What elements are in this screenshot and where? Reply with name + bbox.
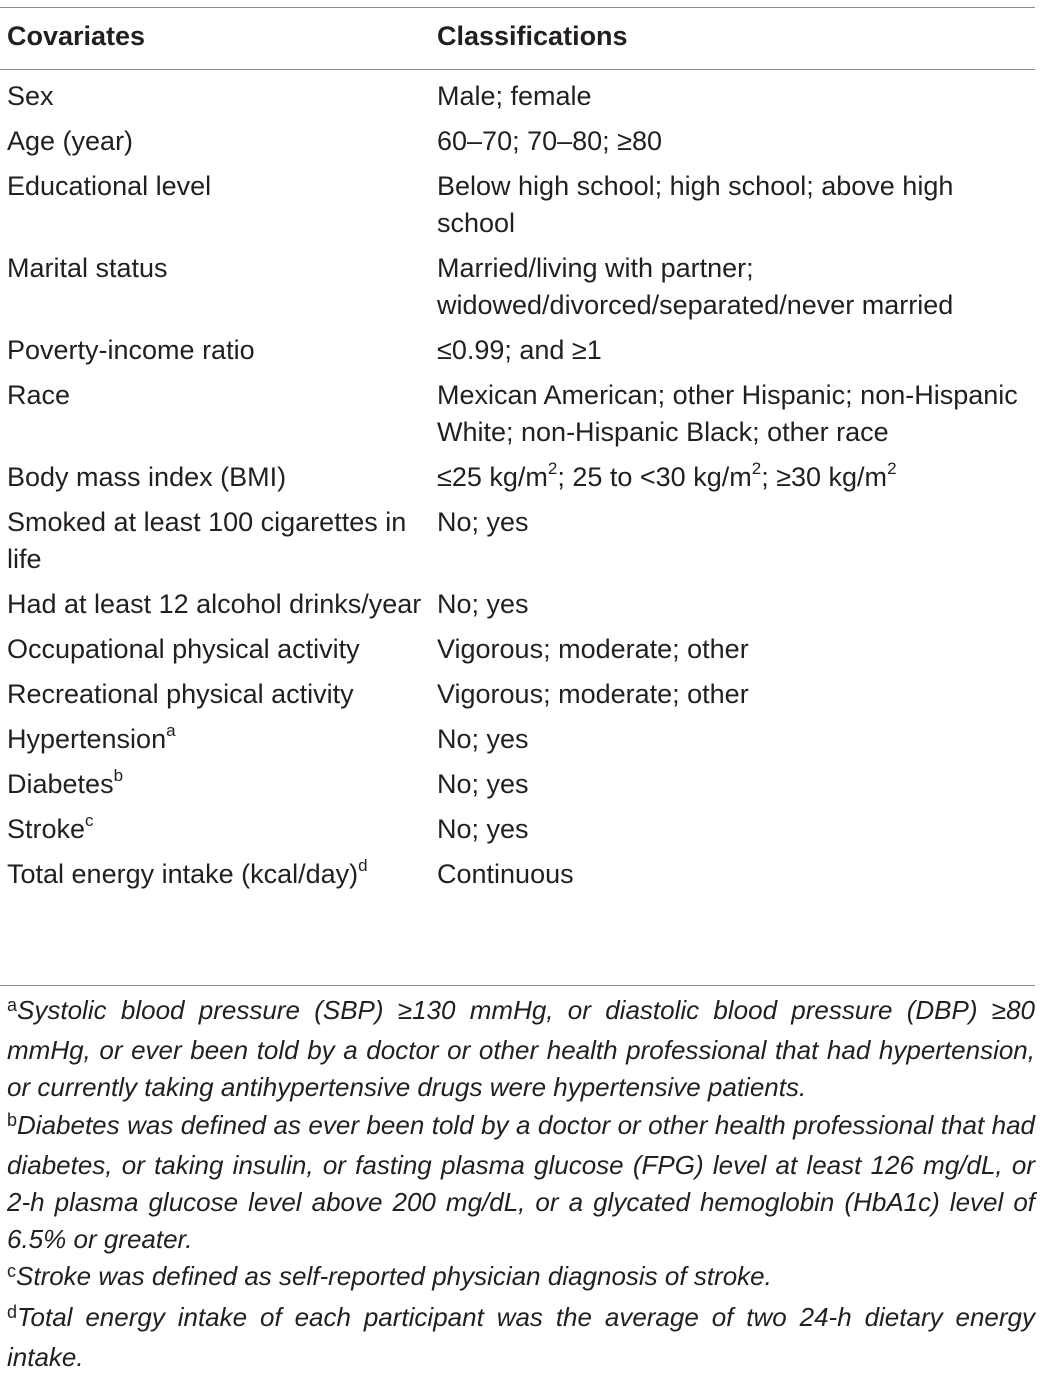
bmi-part: ; 25 to <30 kg/m: [557, 462, 752, 492]
footnote-text: Stroke was defined as self-reported physician diagnosis of stroke.: [16, 1261, 772, 1292]
covariate-cell: Educational level: [7, 171, 212, 201]
classification-cell: No; yes: [437, 724, 529, 754]
table-row: [0, 504, 1035, 586]
classification-cell: No; yes: [437, 589, 529, 619]
table-header-row: [0, 14, 1035, 69]
table-row: [0, 766, 1035, 811]
table-row: [0, 586, 1035, 631]
classification-cell: Vigorous; moderate; other: [437, 634, 749, 664]
superscript: 2: [887, 459, 897, 478]
classification-cell: [430, 459, 1035, 504]
footnote-mark: c: [7, 1261, 16, 1282]
classification-cell: Vigorous; moderate; other: [437, 679, 749, 709]
table-row: [0, 631, 1035, 676]
superscript: 2: [751, 459, 762, 478]
covariate-cell: Had at least 12 alcohol drinks/year: [7, 589, 422, 619]
table-row: [0, 811, 1035, 856]
covariate-label: Diabetes: [7, 769, 114, 799]
table-row: [0, 69, 1035, 123]
covariate-label: Stroke: [7, 814, 86, 844]
covariate-cell: [0, 766, 430, 811]
classification-cell: Continuous: [437, 859, 574, 889]
classification-cell: No; yes: [437, 507, 529, 537]
footnote-mark: a: [7, 995, 18, 1015]
classification-cell: ≤0.99; and ≥1: [437, 335, 602, 365]
classification-cell: No; yes: [437, 769, 529, 799]
superscript: 2: [547, 459, 558, 478]
covariate-cell: Recreational physical activity: [7, 679, 354, 709]
table-bottom-rule: [0, 985, 1035, 986]
covariate-cell: [0, 721, 430, 766]
covariate-cell: Poverty-income ratio: [7, 335, 255, 365]
footnote-text: Total energy intake of each participant was the average of two 24-h dietary energy intake.: [7, 1301, 1035, 1372]
footnote-mark: b: [7, 1109, 18, 1130]
covariate-cell: Age (year): [7, 126, 134, 156]
covariate-cell: Body mass index (BMI): [7, 462, 287, 492]
classification-cell: No; yes: [437, 814, 529, 844]
footnote-mark: a: [166, 721, 176, 740]
table-row: [0, 676, 1035, 721]
column-header-classifications: Classifications: [437, 21, 628, 51]
footnote-mark: b: [113, 766, 124, 785]
footnote-text: Systolic blood pressure (SBP) ≥130 mmHg, or diastolic blood pressure (DBP) ≥80 mmHg, or ever been told by a doctor or other health professional that had hypertension, or currently taking antihypertensive drugs were hypertensive patients.: [7, 995, 1035, 1103]
footnote-mark: d: [7, 1301, 18, 1322]
column-header-covariates: Covariates: [7, 21, 146, 51]
table-row: [0, 856, 1035, 901]
covariate-cell: [0, 811, 430, 856]
table-footnotes: [7, 992, 1035, 1376]
table-row: [0, 721, 1035, 766]
classification-cell: Below high school; high school; above high school: [437, 171, 954, 238]
footnote: [7, 1258, 1035, 1298]
bmi-part: ≤25 kg/m: [437, 462, 548, 492]
classification-cell: 60–70; 70–80; ≥80: [437, 126, 663, 156]
covariate-cell: Smoked at least 100 cigarettes in life: [7, 507, 407, 574]
table-row: [0, 250, 1035, 332]
bmi-part: ; ≥30 kg/m: [761, 462, 888, 492]
footnote: [7, 1299, 1035, 1376]
covariate-cell: Occupational physical activity: [7, 634, 360, 664]
covariates-table: [0, 14, 1035, 901]
footnote-mark: d: [358, 856, 368, 875]
covariate-cell: Race: [7, 380, 71, 410]
footnote-text: Diabetes was defined as ever been told by a doctor or other health professional that had diabetes, or taking insulin, or fasting plasma glucose (FPG) level at least 126 mg/dL, or 2-h plasma glucose level above 200 mg/dL, or a glycated hemoglobin (HbA1c) level of 6.5% or greater.: [7, 1109, 1035, 1255]
table-row: [0, 123, 1035, 168]
table-row: [0, 377, 1035, 459]
classification-cell: Mexican American; other Hispanic; non-Hispanic White; non-Hispanic Black; other race: [437, 380, 1018, 447]
covariate-label: Total energy intake (kcal/day): [7, 859, 359, 889]
footnote: [7, 992, 1035, 1107]
footnote-mark: c: [85, 811, 94, 830]
table-row: [0, 332, 1035, 377]
covariate-label: Hypertension: [7, 724, 167, 754]
table-row: [0, 168, 1035, 250]
table-row: [0, 459, 1035, 504]
footnote: [7, 1107, 1035, 1259]
covariate-cell: [0, 856, 430, 901]
covariate-cell: Sex: [7, 81, 54, 111]
covariate-cell: Marital status: [7, 253, 168, 283]
classification-cell: Married/living with partner; widowed/divorced/separated/never married: [437, 253, 954, 320]
classification-cell: Male; female: [437, 81, 592, 111]
table-top-rule: [0, 7, 1035, 8]
